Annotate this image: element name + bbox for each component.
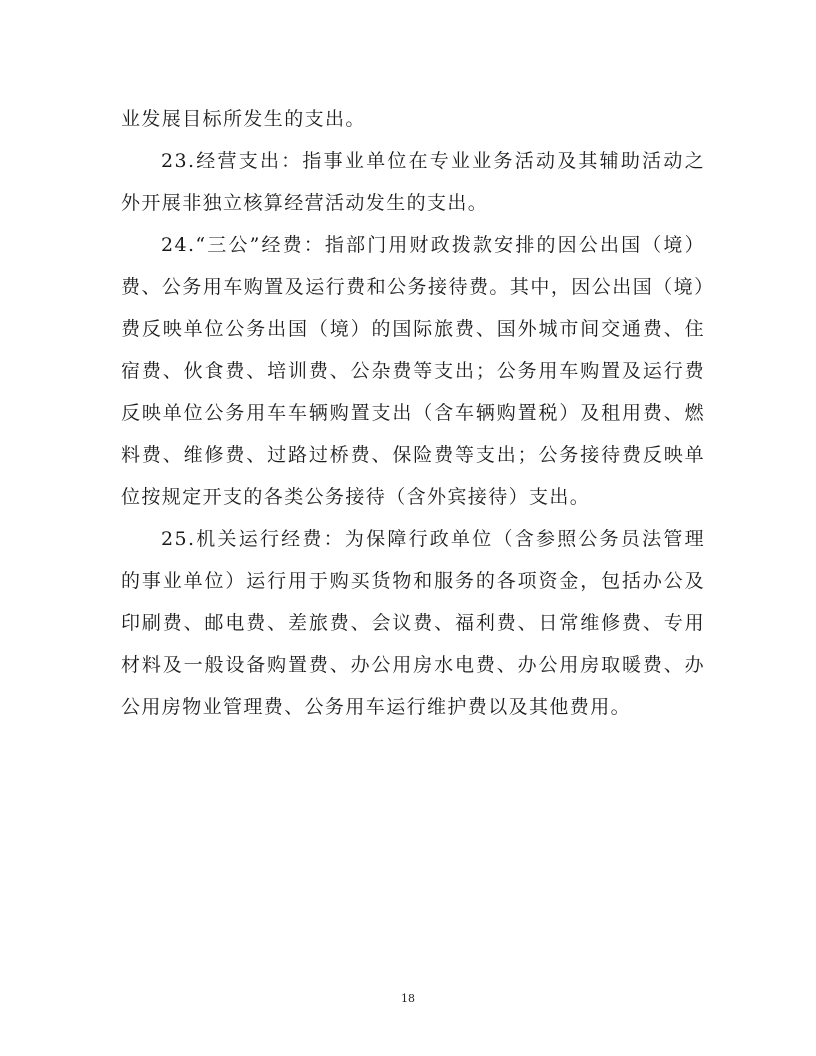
paragraph-continuation: 业发展目标所发生的支出。 xyxy=(121,108,366,130)
paragraph-item-24: 24.“三公”经费：指部门用财政拨款安排的因公出国（境）费、公务用车购置及运行费和公务接待费。其中，因公出国（境）费反映单位公务出国（境）的国际旅费、国外城市间交通费、住宿费、伙食费、培训费、公杂费等支出；公务用车购置及运行费反映单位公务用车车辆购置支出（含车辆购置税）及租用费、燃料费、维修费、过路过桥费、保险费等支出；公务接待费反映单位按规定开支的各类公务接待（含外宾接待）支出。 xyxy=(121,234,705,508)
paragraph-item-23: 23.经营支出：指事业单位在专业业务活动及其辅助活动之外开展非独立核算经营活动发生的支出。 xyxy=(121,150,705,214)
page-number: 18 xyxy=(401,992,415,1005)
document-body xyxy=(121,98,705,728)
paragraph-item-25: 25.机关运行经费：为保障行政单位（含参照公务员法管理的事业单位）运行用于购买货物和服务的各项资金，包括办公及印刷费、邮电费、差旅费、会议费、福利费、日常维修费、专用材料及一般设备购置费、办公用房水电费、办公用房取暖费、办公用房物业管理费、公务用车运行维护费以及其他费用。 xyxy=(121,528,705,718)
